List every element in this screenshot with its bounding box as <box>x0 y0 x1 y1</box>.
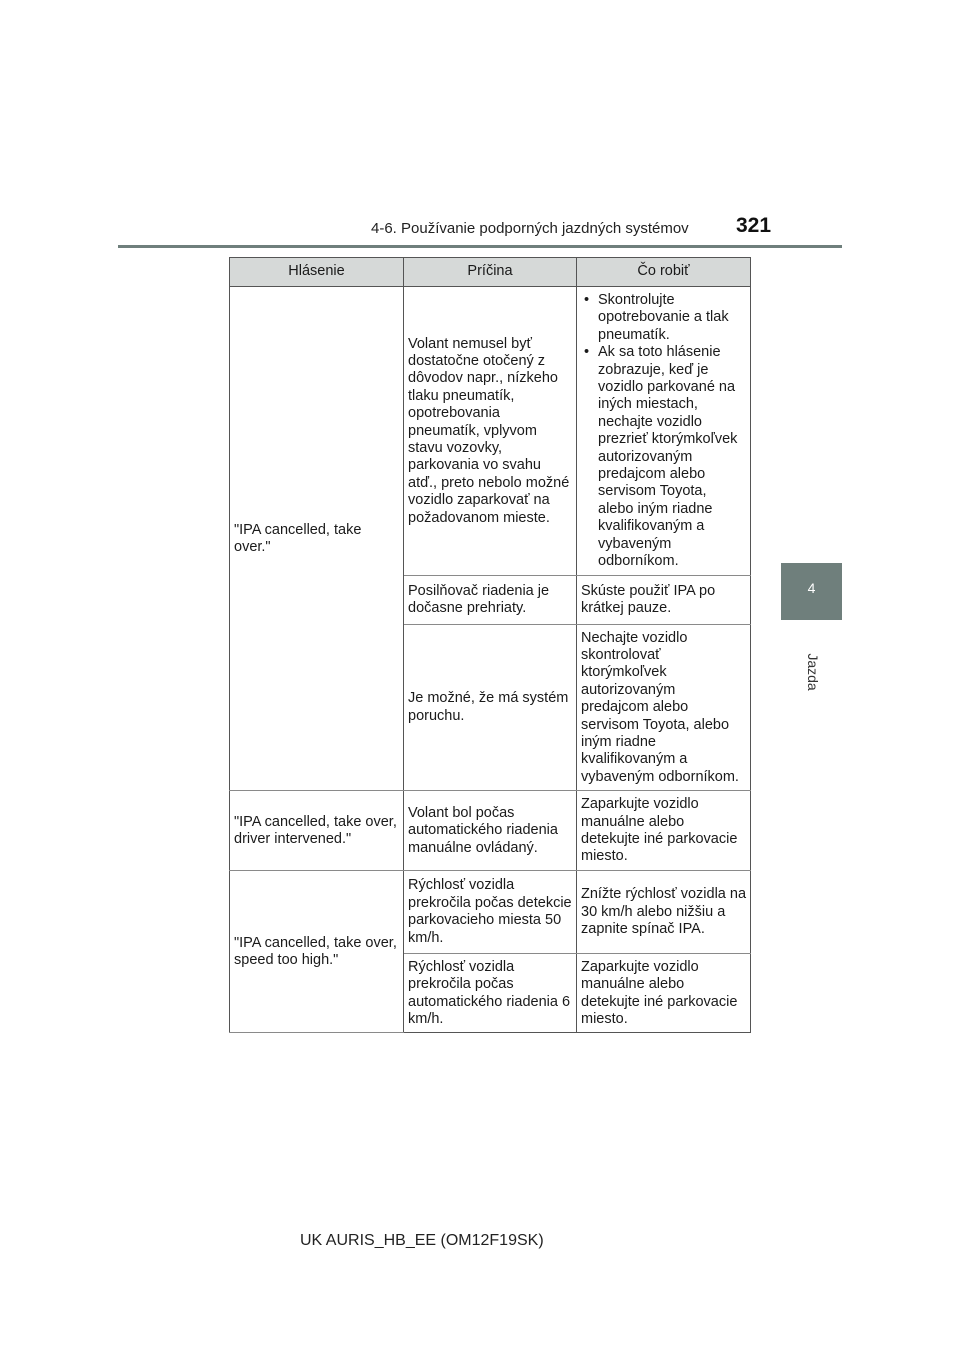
page-number: 321 <box>736 214 772 237</box>
action-bullet: • Ak sa toto hlásenie zobrazuje, keď je vozidlo parkované na iných miestach, nechajte vozidlo prezrieť ktorýmkoľvek autorizovaným predajcom alebo servisom Toyota, alebo iným riadne kvalifikovaným a vybaveným odborníkom. <box>581 344 746 570</box>
table-row <box>230 870 751 953</box>
action-cell: Nechajte vozidlo skontrolovať ktorýmkoľvek autorizovaným predajcom alebo servisom Toyota, alebo iným riadne kvalifikovaným a vybaveným odborníkom. <box>577 624 751 791</box>
table-header-row <box>230 258 751 287</box>
message-cell: "IPA cancelled, take over, speed too high." <box>230 870 404 1033</box>
action-cell: Skúste použiť IPA po krátkej pauze. <box>577 575 751 624</box>
column-header-action: Čo robiť <box>577 258 751 287</box>
message-table <box>229 257 751 1033</box>
cause-cell: Je možné, že má systém poruchu. <box>404 624 577 791</box>
action-cell: Zaparkujte vozidlo manuálne alebo detekujte iné parkovacie miesto. <box>577 791 751 871</box>
column-header-cause: Príčina <box>404 258 577 287</box>
header-divider <box>118 245 842 248</box>
document-code: UK AURIS_HB_EE (OM12F19SK) <box>300 1232 544 1249</box>
cause-cell: Volant bol počas automatického riadenia manuálne ovládaný. <box>404 791 577 871</box>
table-row <box>230 791 751 871</box>
table-row <box>230 287 751 576</box>
message-cell: "IPA cancelled, take over, driver intervened." <box>230 791 404 871</box>
action-cell: Znížte rýchlosť vozidla na 30 km/h alebo nižšiu a zapnite spínač IPA. <box>577 870 751 953</box>
cause-cell: Rýchlosť vozidla prekročila počas automatického riadenia 6 km/h. <box>404 953 577 1033</box>
chapter-number: 4 <box>807 580 816 596</box>
action-bullet-list <box>581 292 746 571</box>
message-cell: "IPA cancelled, take over." <box>230 287 404 791</box>
cause-cell: Volant nemusel byť dostatočne otočený z dôvodov napr., nízkeho tlaku pneumatík, opotrebovania pneumatík, vplyvom stavu vozovky, parkovania vo svahu atď., preto nebolo možné vozidlo zaparkovať na požadovanom mieste. <box>404 287 577 576</box>
action-cell: Zaparkujte vozidlo manuálne alebo detekujte iné parkovacie miesto. <box>577 953 751 1033</box>
section-title: 4-6. Používanie podporných jazdných systémov <box>371 220 689 237</box>
action-bullet: • Skontrolujte opotrebovanie a tlak pneumatík. <box>581 292 746 344</box>
chapter-tab[interactable] <box>781 563 842 620</box>
cause-cell: Rýchlosť vozidla prekročila počas detekcie parkovacieho miesta 50 km/h. <box>404 870 577 953</box>
column-header-message: Hlásenie <box>230 258 404 287</box>
chapter-label: Jazda <box>805 653 821 691</box>
action-cell <box>577 287 751 576</box>
cause-cell: Posilňovač riadenia je dočasne prehriaty. <box>404 575 577 624</box>
